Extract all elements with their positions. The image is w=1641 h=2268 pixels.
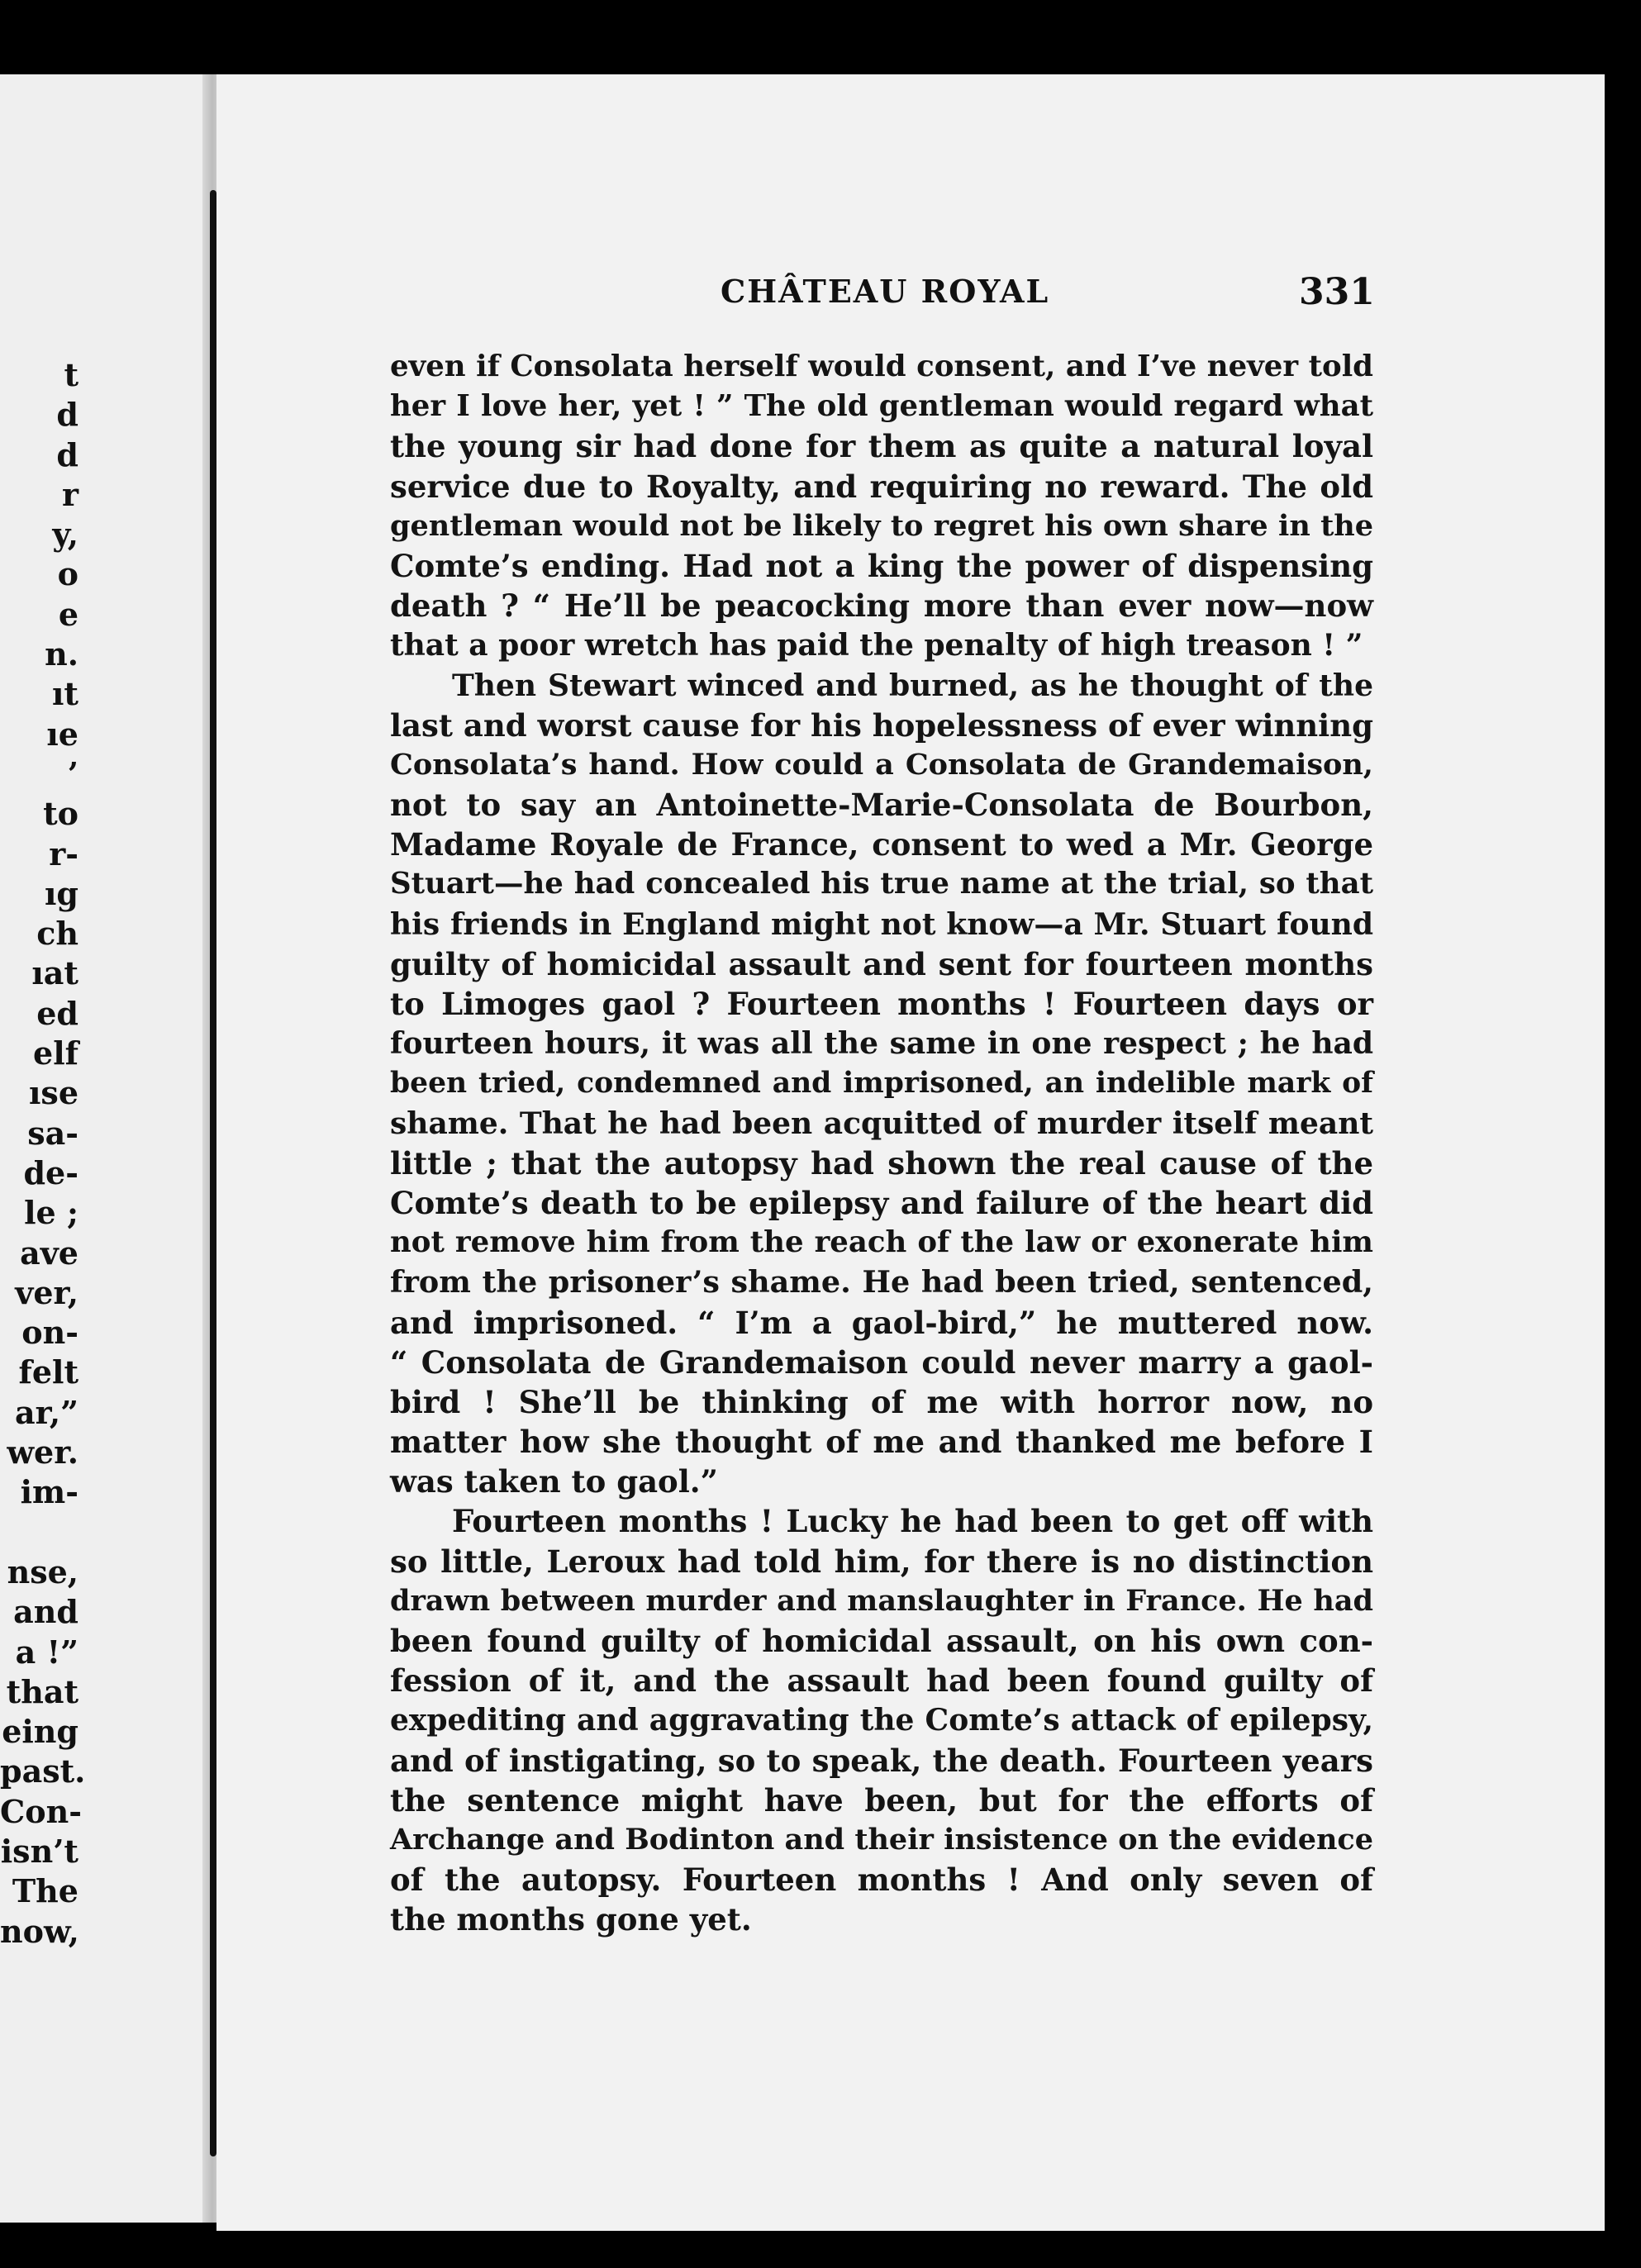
running-title: CHÂTEAU ROYAL: [721, 273, 1050, 310]
text-line: from the prisoner’s shame. He had been tried, sentenced,: [390, 1264, 1373, 1300]
text-line: and of instigating, so to speak, the death. Fourteen years: [390, 1742, 1373, 1779]
left-page-fragment: r-: [49, 834, 78, 872]
text-line: Comte’s death to be epilepsy and failure of the heart did: [390, 1184, 1373, 1221]
text-line: of the autopsy. Fourteen months ! And only seven of: [390, 1861, 1373, 1899]
left-page-fragment: e: [58, 595, 78, 633]
left-page-fragment: wer.: [7, 1434, 78, 1472]
left-page-fragment: to: [43, 795, 78, 833]
left-page-fragment: [0, 1513, 78, 1552]
left-page-fragment: ed: [36, 994, 78, 1032]
text-line: shame. That he had been acquitted of murder itself meant: [390, 1105, 1373, 1141]
text-line: even if Consolata herself would consent, and I’ve never told: [390, 349, 1373, 383]
text-line: bird ! She’ll be thinking of me with horror now, no: [390, 1383, 1373, 1420]
text-line: expediting and aggravating the Comte’s attack of epilepsy,: [390, 1703, 1373, 1738]
text-line: service due to Royalty, and requiring no reward. The old: [390, 468, 1373, 505]
running-head: [216, 273, 1605, 322]
left-page-fragment: felt: [18, 1353, 78, 1391]
left-page-fragment: now,: [0, 1912, 79, 1950]
text-line: little ; that the autopsy had shown the real cause of the: [390, 1144, 1373, 1182]
text-line: to Limoges gaol ? Fourteen months ! Fourteen days or: [390, 986, 1373, 1022]
left-page-fragment: ver,: [15, 1273, 78, 1311]
left-page-fragment: The: [12, 1872, 78, 1910]
left-facing-page: [0, 74, 211, 2223]
binding-edge: [210, 190, 216, 2156]
left-page-fragment: ıse: [28, 1074, 78, 1112]
text-line: Then Stewart winced and burned, as he thought of the: [452, 668, 1373, 703]
text-line: drawn between murder and manslaughter in France. He had: [390, 1583, 1373, 1618]
text-line: death ? “ He’ll be peacocking more than ever now—now: [390, 587, 1373, 625]
left-page-fragment: ıg: [44, 874, 78, 912]
page-number: 331: [1299, 271, 1375, 313]
text-line: and imprisoned. “ I’m a gaol-bird,” he muttered now.: [390, 1304, 1373, 1341]
left-page-fragment: and: [13, 1593, 78, 1631]
text-line: that a poor wretch has paid the penalty of high treason ! ”: [390, 628, 1363, 663]
text-line: not remove him from the reach of the law or exonerate him: [390, 1225, 1373, 1260]
left-page-fragment: d: [56, 396, 78, 434]
left-page-fragment: nse,: [7, 1552, 78, 1590]
left-page-fragment: on-: [21, 1314, 78, 1352]
left-page-fragment: ’: [67, 754, 78, 792]
left-page-fragment: ar,”: [15, 1393, 78, 1431]
text-line: Archange and Bodinton and their insistence on the evidence: [390, 1822, 1373, 1857]
text-line: so little, Leroux had told him, for there is no distinction: [390, 1543, 1373, 1580]
text-line: been found guilty of homicidal assault, on his own con-: [390, 1623, 1373, 1659]
left-page-fragment: de-: [23, 1153, 78, 1191]
text-line: her I love her, yet ! ” The old gentleman would regard what: [390, 389, 1373, 424]
text-line: the young sir had done for them as quite a natural loyal: [390, 428, 1373, 465]
text-line: last and worst cause for his hopelessness of ever winning: [390, 706, 1373, 744]
text-line: his friends in England might not know—a Mr. Stuart found: [390, 906, 1373, 942]
text-line: Madame Royale de France, consent to wed a Mr. George: [390, 826, 1373, 863]
left-page-fragment: past.: [0, 1752, 86, 1790]
left-page-fragment: r: [61, 475, 78, 513]
text-line: was taken to gaol.”: [390, 1463, 718, 1500]
left-page-fragment: ıe: [46, 715, 78, 753]
left-page-fragment: elf: [33, 1034, 78, 1072]
text-line: the months gone yet.: [390, 1901, 752, 1938]
left-page-fragment: ıt: [52, 675, 78, 713]
text-line: not to say an Antoinette-Marie-Consolata de Bourbon,: [390, 787, 1373, 824]
text-line: fourteen hours, it was all the same in one respect ; he had: [390, 1026, 1373, 1062]
left-page-fragment: ave: [20, 1234, 78, 1272]
text-line: Consolata’s hand. How could a Consolata de Grandemaison,: [390, 747, 1373, 782]
book-page: [216, 74, 1605, 2231]
left-page-fragment: d: [56, 435, 78, 473]
text-line: guilty of homicidal assault and sent for fourteen months: [390, 945, 1373, 982]
text-line: gentleman would not be likely to regret his own share in the: [390, 508, 1373, 543]
left-page-fragment: im-: [20, 1473, 78, 1511]
text-line: Comte’s ending. Had not a king the power of dispensing: [390, 547, 1373, 584]
left-page-fragment: that: [6, 1672, 78, 1710]
left-page-fragment: n.: [45, 635, 78, 673]
text-line: “ Consolata de Grandemaison could never marry a gaol-: [390, 1343, 1373, 1381]
left-page-fragment: a !”: [15, 1633, 78, 1671]
left-page-fragment: t: [64, 356, 78, 393]
left-page-fragment: le ;: [24, 1194, 78, 1232]
text-line: matter how she thought of me and thanked me before I: [390, 1424, 1373, 1461]
left-page-text-fragments: [0, 355, 86, 1952]
text-line: fession of it, and the assault had been found guilty of: [390, 1662, 1373, 1700]
left-page-fragment: sa-: [27, 1114, 78, 1152]
text-line: Fourteen months ! Lucky he had been to get off with: [452, 1503, 1373, 1540]
left-page-fragment: eing: [2, 1713, 78, 1751]
left-page-fragment: ch: [36, 915, 78, 953]
left-page-fragment: ıat: [31, 954, 78, 992]
text-line: been tried, condemned and imprisoned, an indelible mark of: [390, 1067, 1373, 1101]
body-text: [390, 347, 1373, 1940]
text-line: Stuart—he had concealed his true name at the trial, so that: [390, 867, 1373, 901]
left-page-fragment: y,: [52, 516, 78, 554]
left-page-fragment: o: [57, 555, 78, 593]
left-page-fragment: isn’t: [0, 1832, 78, 1870]
left-page-fragment: Con-: [0, 1792, 82, 1830]
text-line: the sentence might have been, but for the efforts of: [390, 1781, 1373, 1819]
